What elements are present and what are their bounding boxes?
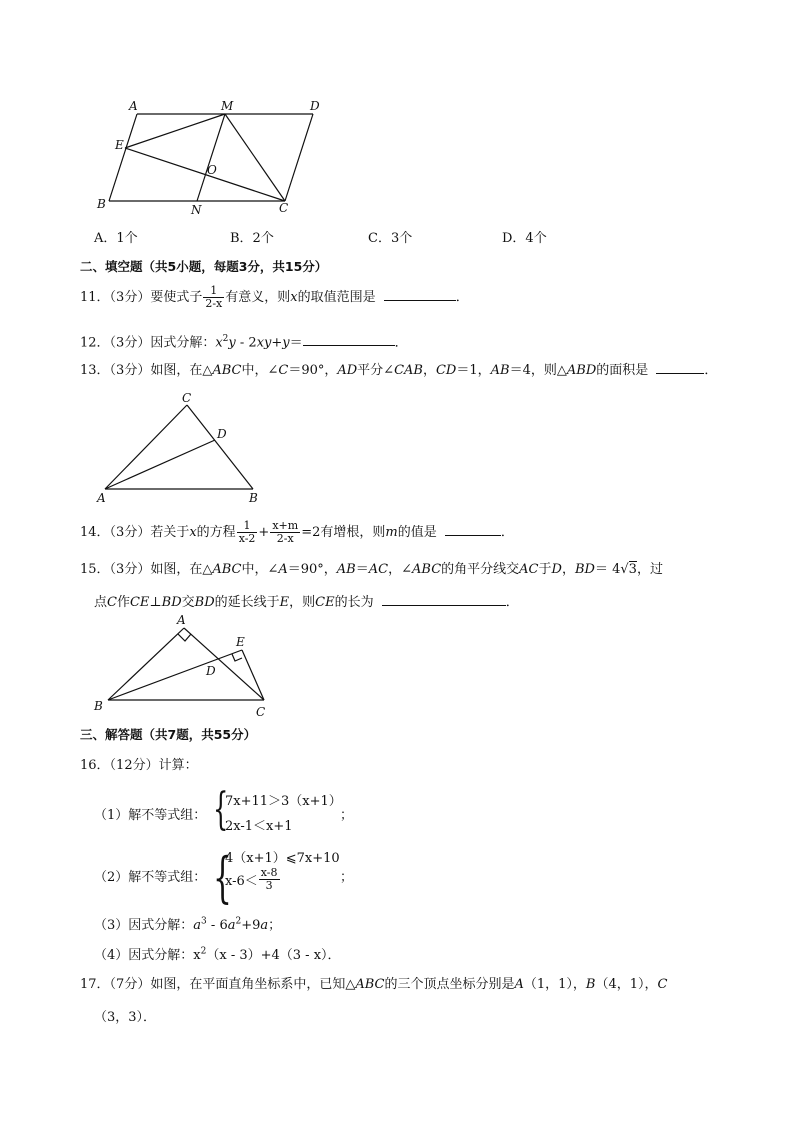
sqrt-symbol: √	[620, 562, 629, 577]
label-D: D	[310, 99, 320, 113]
system-row-1: 4（x+1）⩽7x+10	[225, 851, 340, 866]
parallelogram-figure	[95, 96, 335, 220]
section-title-solutions: 三、解答题（共7题，共55分）	[80, 727, 257, 742]
triangle-abd-figure	[95, 390, 275, 506]
label-D: D	[206, 664, 216, 678]
option-a: A．1个	[94, 231, 138, 246]
label-C: C	[279, 201, 289, 215]
label-E: E	[115, 138, 124, 152]
answer-blank-13[interactable]	[656, 361, 704, 374]
label-A: A	[97, 491, 106, 505]
label-A: A	[177, 613, 186, 627]
question-13: 13．（3分）如图，在△ABC中，∠C＝90°，AD平分∠CAB，CD＝1，AB＝4，则△ABD的面积是 ．	[80, 363, 718, 378]
question-17-line-1: 17．（7分）如图，在平面直角坐标系中，已知△ABC的三个顶点坐标分别是A（1，1），B（4，1），C	[80, 977, 668, 992]
fraction-x-minus-8-over-3: $\frac{x-8}{3}$	[260, 866, 278, 892]
label-A: A	[129, 99, 138, 113]
label-B: B	[249, 491, 258, 505]
question-15-line-1: 15．（3分）如图，在△ABC中，∠A＝90°，AB＝AC，∠ABC的角平分线交AC于D，BD＝ 4√3，过	[80, 562, 663, 577]
fraction-1-over-x-minus-2: $\frac{1}{x-2}$	[238, 519, 256, 545]
system-row-1: 7x+11＞3（x+1）	[225, 794, 342, 809]
label-B: B	[94, 699, 103, 713]
left-brace: {	[213, 784, 229, 835]
question-11: 11．（3分）要使式子 $\frac{1}{2-x}$ 有意义，则x的取值范围是 ．	[80, 284, 469, 310]
question-12: 12．（3分）因式分解：$x^2y - 2xy+y=$ ．	[80, 334, 408, 351]
option-c: C．3个	[368, 231, 413, 246]
question-17-line-2: （3，3）．	[94, 1010, 157, 1025]
label-N: N	[191, 203, 202, 217]
q16-part-3: （3）因式分解：$a^3 - 6a^2+9a$；	[94, 916, 282, 933]
label-E: E	[236, 635, 245, 649]
system-row-2: 2x-1＜x+1	[225, 819, 293, 834]
system-row-2: x-6＜ $\frac{x-8}{3}$	[225, 866, 278, 892]
question-14: 14．（3分）若关于x的方程 $\frac{1}{x-2}$ + $\frac{x+m}{2-x}$ =2有增根，则m的值是 ．	[80, 519, 514, 545]
answer-blank-14[interactable]	[445, 523, 501, 536]
semicolon: ；	[340, 808, 354, 823]
q16-part-1-label: （1）解不等式组：	[94, 808, 207, 823]
label-C: C	[182, 391, 192, 405]
right-triangle-figure	[92, 612, 282, 720]
sqrt-radicand: 3	[628, 562, 637, 577]
fraction-1-over-2-minus-x: $\frac{1}{2-x}$	[205, 284, 223, 310]
answer-blank-11[interactable]	[384, 288, 456, 301]
left-brace: {	[213, 846, 232, 909]
semicolon: ；	[340, 870, 354, 885]
label-C: C	[256, 705, 266, 719]
answer-blank-15[interactable]	[382, 593, 506, 606]
label-B: B	[97, 197, 106, 211]
question-16-title: 16．（12分）计算：	[80, 758, 198, 773]
question-15-line-2: 点C作CE⊥BD交BD的延长线于E，则CE的长为 ．	[94, 595, 519, 610]
label-M: M	[221, 99, 234, 113]
answer-blank-12[interactable]	[303, 333, 395, 346]
q16-part-4: （4）因式分解：$x^2(x - 3)+4(3 - x)$．	[94, 946, 341, 963]
label-O: O	[207, 163, 217, 177]
option-b: B．2个	[230, 231, 274, 246]
option-d: D．4个	[502, 231, 547, 246]
q16-part-2-label: （2）解不等式组：	[94, 870, 207, 885]
label-D: D	[217, 427, 227, 441]
section-title-fill-in: 二、填空题（共5小题，每题3分，共15分）	[80, 259, 328, 274]
q16-part-1-system	[213, 784, 353, 836]
fraction-x-plus-m-over-2-minus-x: $\frac{x+m}{2-x}$	[272, 519, 299, 545]
